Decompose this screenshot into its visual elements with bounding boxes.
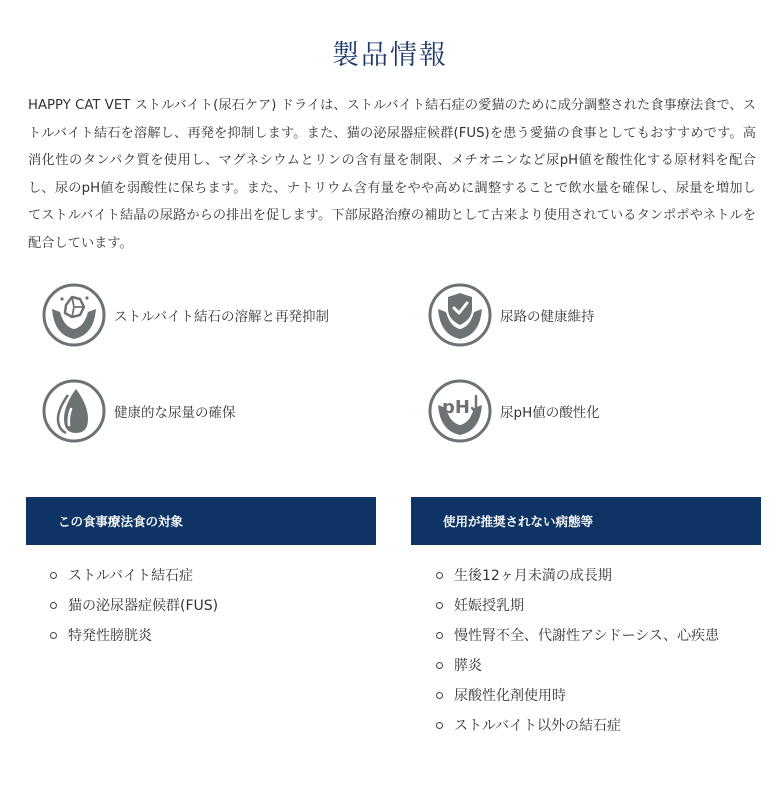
not-recommended-header: 使用が推奨されない病態等 xyxy=(411,497,761,545)
list-item: 生後12ヶ月未満の成長期 xyxy=(436,560,719,590)
feature-label: 尿pH値の酸性化 xyxy=(500,405,600,421)
feature-item-urine-volume xyxy=(42,379,236,443)
feature-label: ストルバイト結石の溶解と再発抑制 xyxy=(114,309,330,325)
shield-check-icon xyxy=(428,283,492,347)
ph-down-icon xyxy=(428,379,492,443)
list-item: 猫の泌尿器症候群(FUS) xyxy=(50,590,218,620)
crystal-dissolve-icon xyxy=(42,283,106,347)
bullet-icon xyxy=(436,602,443,609)
list-item: 膵炎 xyxy=(436,650,719,680)
bullet-icon xyxy=(436,632,443,639)
list-item: ストルバイト以外の結石症 xyxy=(436,710,719,740)
bullet-icon xyxy=(50,572,57,579)
target-conditions-list xyxy=(50,560,218,650)
list-item: 妊娠授乳期 xyxy=(436,590,719,620)
bullet-icon xyxy=(436,722,443,729)
feature-item-crystal xyxy=(42,283,329,347)
list-item: 慢性腎不全、代謝性アシドーシス、心疾患 xyxy=(436,620,719,650)
bullet-icon xyxy=(436,572,443,579)
feature-label: 尿路の健康維持 xyxy=(500,309,595,325)
feature-item-urinary-health xyxy=(428,283,595,347)
page-title: 製品情報 xyxy=(332,40,448,71)
product-description: HAPPY CAT VET ストルバイト(尿石ケア) ドライは、ストルバイト結石症の愛猫のために成分調整された食事療法食で、ストルバイト結石を溶解し、再発を抑制します。また、猫の泌尿器症候群(FUS)を患う愛猫の食事としてもおすすめです。高消化性のタンパク質を使用し、マグネシウムとリンの含有量を制限、メチオニンなど尿pH値を酸性化する原材料を配合し、尿のpH値を弱酸性に保ちます。また、ナトリウム含有量をやや高めに調整することで飲水量を確保し、尿量を増加してストルバイト結晶の尿路からの排出を促します。下部尿路治療の補助として古来より使用されているタンポポやネトルを配合しています。 xyxy=(28,98,756,251)
water-drop-icon xyxy=(42,379,106,443)
list-item: 尿酸性化剤使用時 xyxy=(436,680,719,710)
target-conditions-header: この食事療法食の対象 xyxy=(26,497,376,545)
feature-label: 健康的な尿量の確保 xyxy=(114,405,236,421)
ph-icon-text: pH xyxy=(442,397,470,418)
list-item: 特発性膀胱炎 xyxy=(50,620,218,650)
bullet-icon xyxy=(436,662,443,669)
bullet-icon xyxy=(50,602,57,609)
bullet-icon xyxy=(50,632,57,639)
not-recommended-list xyxy=(436,560,719,740)
list-item: ストルバイト結石症 xyxy=(50,560,218,590)
feature-item-ph xyxy=(428,379,600,443)
bullet-icon xyxy=(436,692,443,699)
